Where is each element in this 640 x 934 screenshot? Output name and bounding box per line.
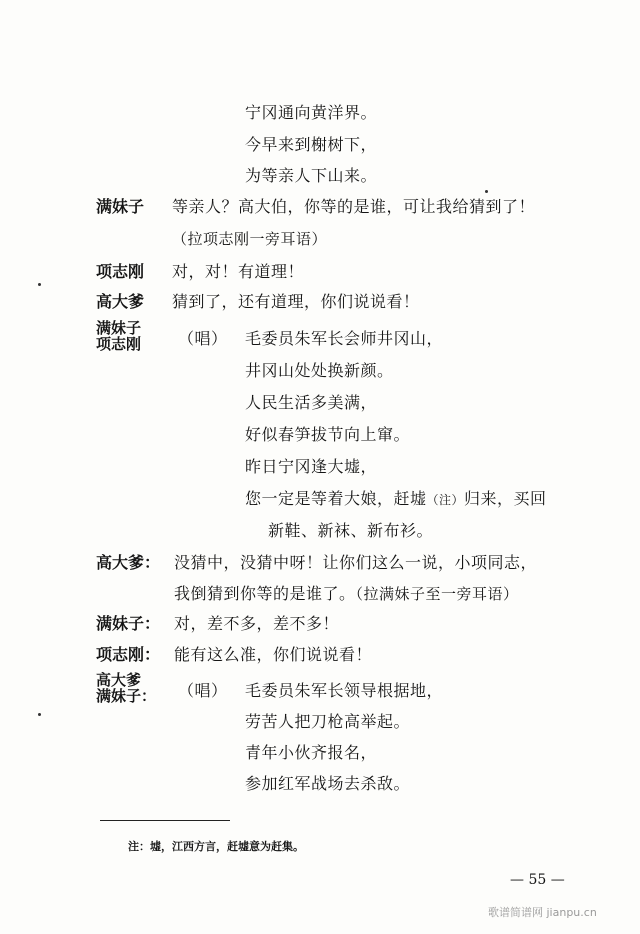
speaker-label: 项志刚： xyxy=(96,645,161,664)
speaker-label: 项志刚 xyxy=(96,262,145,281)
speaker-label: 满妹子 xyxy=(96,319,142,337)
lyric-line: 毛委员朱军长会师井冈山， xyxy=(245,329,444,348)
scan-speck xyxy=(485,190,488,193)
dialogue-text: 我倒猜到你等的是谁了。 xyxy=(174,584,356,603)
speaker-label: 满妹子： xyxy=(96,687,157,705)
speaker-label: 高大爹 xyxy=(96,671,142,689)
speaker-label: 项志刚 xyxy=(96,335,142,353)
lyric-line: 井冈山处处换新颜。 xyxy=(245,361,394,380)
scan-speck xyxy=(38,713,41,716)
lyric-line: 新鞋、新袜、新布衫。 xyxy=(268,521,434,540)
dialogue-line: 没猜中，没猜中呀！让你们这么一说，小项同志， xyxy=(174,553,538,572)
singing-cue: （唱） xyxy=(178,329,228,348)
lyric-line: 毛委员朱军长领导根据地， xyxy=(245,681,444,700)
dialogue-line: 对，对！有道理！ xyxy=(172,262,305,281)
dialogue-line xyxy=(174,584,519,604)
lyric-text: 归来，买回 xyxy=(464,489,547,508)
lyric-line: 好似春笋拔节向上窜。 xyxy=(245,425,411,444)
dialogue-line: 对，差不多，差不多！ xyxy=(174,614,340,633)
stage-direction: （拉满妹子至一旁耳语） xyxy=(355,585,519,603)
footnote-mark: （注） xyxy=(426,493,465,507)
singing-cue: （唱） xyxy=(178,681,228,700)
dialogue-line: 等亲人？高大伯，你等的是谁，可让我给猜到了！ xyxy=(172,197,536,216)
lyric-line: 今早来到榭树下， xyxy=(245,135,378,154)
lyric-line xyxy=(245,489,547,510)
lyric-line: 劳苦人把刀枪高举起。 xyxy=(245,712,411,731)
speaker-label: 满妹子 xyxy=(96,197,145,216)
lyric-line: 宁冈通向黄洋界。 xyxy=(245,103,378,122)
speaker-label: 高大爹： xyxy=(96,553,161,572)
dialogue-line: 能有这么准，你们说说看！ xyxy=(174,645,373,664)
watermark: 歌谱简谱网 jianpu.cn xyxy=(488,906,597,919)
lyric-line: 青年小伙齐报名， xyxy=(245,743,378,762)
lyric-text: 您一定是等着大娘，赶墟 xyxy=(245,489,427,508)
speaker-label: 满妹子： xyxy=(96,614,161,633)
page-number: — 55 — xyxy=(510,872,565,888)
lyric-line: 昨日宁冈逢大墟， xyxy=(245,457,378,476)
footnote: 注：墟，江西方言，赶墟意为赶集。 xyxy=(128,840,304,853)
dialogue-line: 猜到了，还有道理，你们说说看！ xyxy=(172,292,420,311)
lyric-line: 人民生活多美满， xyxy=(245,393,378,412)
scan-speck xyxy=(38,283,41,286)
speaker-label: 高大爹 xyxy=(96,292,145,311)
lyric-line: 为等亲人下山来。 xyxy=(245,166,378,185)
stage-direction: （拉项志刚一旁耳语） xyxy=(172,230,328,248)
footnote-divider xyxy=(100,820,230,821)
lyric-line: 参加红军战场去杀敌。 xyxy=(245,774,411,793)
